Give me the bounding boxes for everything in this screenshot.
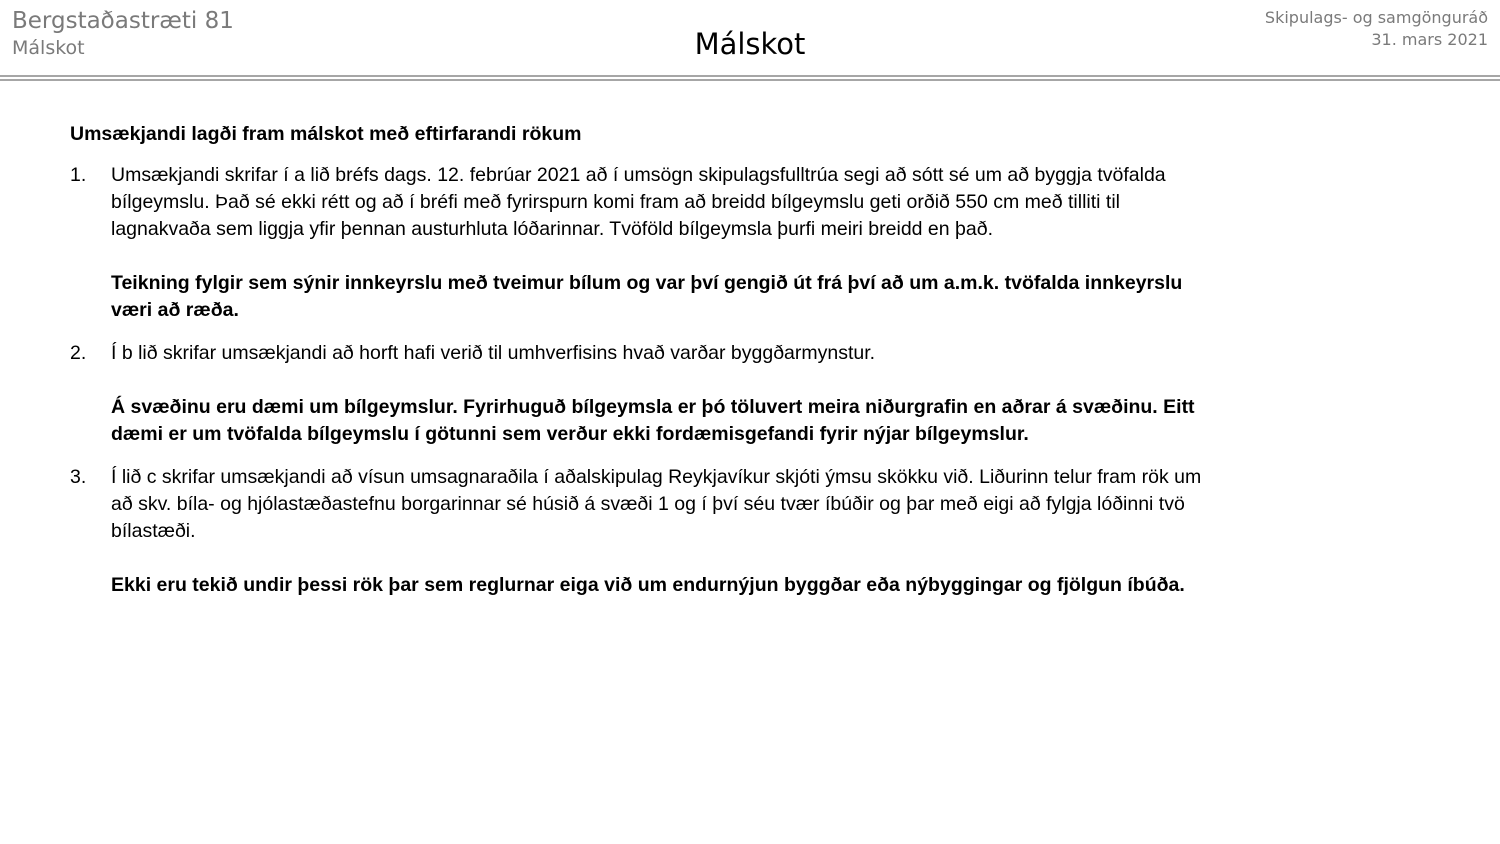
header-subtitle: Málskot: [12, 37, 85, 59]
applicant-argument: Umsækjandi skrifar í a lið bréfs dags. 12. febrúar 2021 að í umsögn skipulagsfulltrúa segi að sótt sé um að byggja tvöfalda bílgeymslu. Það sé ekki rétt og að í bréfi með fyrirspurn komi fram að breidd bílgeymslu geti orðið 550 cm með tilliti til lagnakvaða sem liggja yfir þennan austurhluta lóðarinnar. Tvöföld bílgeymsla þurfi meiri breidd en það.: [111, 164, 1166, 240]
item-number: 1.: [70, 164, 87, 186]
intro-heading: Umsækjandi lagði fram málskot með eftirfarandi rökum: [70, 123, 582, 145]
meeting-date: 31. mars 2021: [1371, 30, 1488, 49]
appeal-item: [70, 464, 1210, 599]
slide-title: Málskot: [694, 27, 806, 61]
applicant-argument: Í b lið skrifar umsækjandi að horft hafi verið til umhverfisins hvað varðar byggðarmynstur.: [111, 342, 876, 364]
appeal-list: [70, 162, 1210, 599]
appeal-item: [70, 162, 1210, 324]
appeal-item: [70, 340, 1210, 448]
applicant-argument: Í lið c skrifar umsækjandi að vísun umsagnaraðila í aðalskipulag Reykjavíkur skjóti ýmsu skökku við. Liðurinn telur fram rök um að skv. bíla- og hjólastæðastefnu borgarinnar sé húsið á svæði 1 og í því séu tvær íbúðir og þar með eigi að fylgja lóðinni tvö bílastæði.: [111, 466, 1202, 542]
planning-response: Á svæðinu eru dæmi um bílgeymslur. Fyrirhuguð bílgeymsla er þó töluvert meira niðurgrafin en aðrar á svæðinu. Eitt dæmi er um tvöfalda bílgeymslu í götunni sem verður ekki fordæmisgefandi fyrir nýjar bílgeymslur.: [111, 396, 1195, 445]
planning-response: Teikning fylgir sem sýnir innkeyrslu með tveimur bílum og var því gengið út frá því að um a.m.k. tvöfalda innkeyrslu væri að ræða.: [111, 272, 1183, 321]
item-number: 3.: [70, 466, 87, 488]
header-divider-top: [0, 75, 1500, 77]
header-divider-bottom: [0, 79, 1500, 81]
property-address: Bergstaðastræti 81: [12, 8, 234, 34]
header-right: [1265, 7, 1488, 51]
planning-response: Ekki eru tekið undir þessi rök þar sem reglurnar eiga við um endurnýjun byggðar eða nýbyggingar og fjölgun íbúða.: [111, 574, 1185, 596]
item-number: 2.: [70, 342, 87, 364]
appeal-content: [70, 121, 1210, 615]
organization-name: Skipulags- og samgönguráð: [1264, 8, 1488, 27]
